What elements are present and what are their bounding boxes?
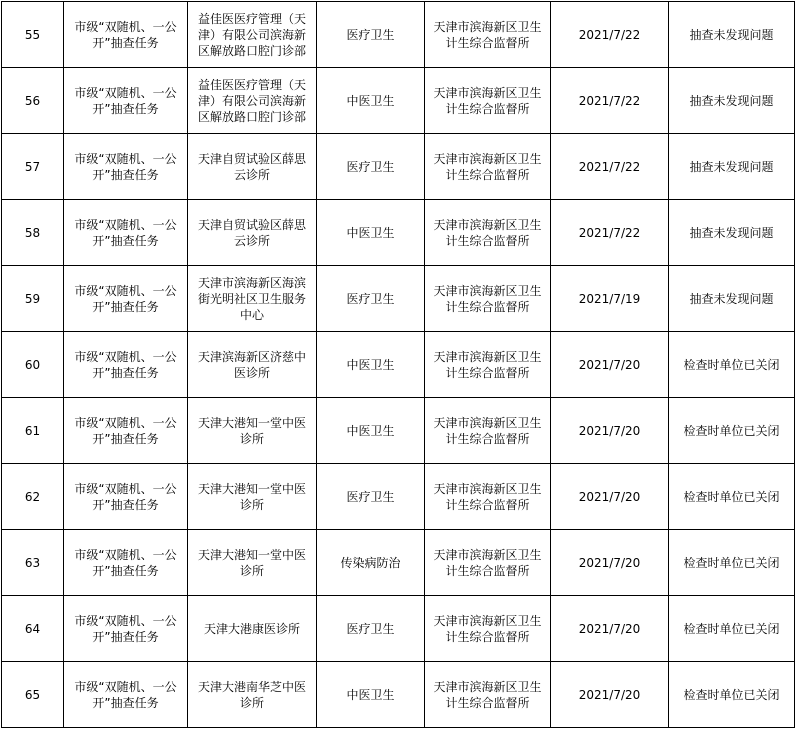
table-body [2, 2, 795, 728]
row-number: 57 [2, 134, 64, 200]
row-number: 64 [2, 596, 64, 662]
inspected-unit: 天津大港康医诊所 [188, 596, 317, 662]
inspection-result: 抽查未发现问题 [669, 134, 795, 200]
inspection-type: 医疗卫生 [317, 596, 425, 662]
inspection-result: 抽查未发现问题 [669, 200, 795, 266]
inspection-result: 检查时单位已关闭 [669, 530, 795, 596]
row-number: 59 [2, 266, 64, 332]
inspection-type: 中医卫生 [317, 68, 425, 134]
task-name: 市级“双随机、一公开”抽查任务 [64, 266, 188, 332]
inspection-date: 2021/7/20 [551, 530, 669, 596]
inspecting-agency: 天津市滨海新区卫生计生综合监督所 [425, 200, 551, 266]
table-row [2, 662, 795, 728]
inspection-results-table [1, 1, 795, 728]
inspected-unit: 天津大港知一堂中医诊所 [188, 530, 317, 596]
inspection-date: 2021/7/19 [551, 266, 669, 332]
inspecting-agency: 天津市滨海新区卫生计生综合监督所 [425, 68, 551, 134]
table-row [2, 332, 795, 398]
inspection-date: 2021/7/22 [551, 68, 669, 134]
inspected-unit: 天津滨海新区济慈中医诊所 [188, 332, 317, 398]
inspection-date: 2021/7/22 [551, 134, 669, 200]
task-name: 市级“双随机、一公开”抽查任务 [64, 464, 188, 530]
row-number: 61 [2, 398, 64, 464]
row-number: 65 [2, 662, 64, 728]
row-number: 55 [2, 2, 64, 68]
inspection-type: 医疗卫生 [317, 134, 425, 200]
table-row [2, 68, 795, 134]
inspection-type: 医疗卫生 [317, 266, 425, 332]
inspection-date: 2021/7/22 [551, 200, 669, 266]
task-name: 市级“双随机、一公开”抽查任务 [64, 398, 188, 464]
inspection-type: 医疗卫生 [317, 464, 425, 530]
inspected-unit: 天津自贸试验区薛思云诊所 [188, 200, 317, 266]
inspecting-agency: 天津市滨海新区卫生计生综合监督所 [425, 266, 551, 332]
table-row [2, 398, 795, 464]
task-name: 市级“双随机、一公开”抽查任务 [64, 200, 188, 266]
row-number: 60 [2, 332, 64, 398]
inspecting-agency: 天津市滨海新区卫生计生综合监督所 [425, 398, 551, 464]
inspection-date: 2021/7/20 [551, 596, 669, 662]
task-name: 市级“双随机、一公开”抽查任务 [64, 662, 188, 728]
task-name: 市级“双随机、一公开”抽查任务 [64, 530, 188, 596]
task-name: 市级“双随机、一公开”抽查任务 [64, 134, 188, 200]
inspection-type: 中医卫生 [317, 332, 425, 398]
inspected-unit: 天津自贸试验区薛思云诊所 [188, 134, 317, 200]
inspection-result: 抽查未发现问题 [669, 2, 795, 68]
inspecting-agency: 天津市滨海新区卫生计生综合监督所 [425, 332, 551, 398]
inspecting-agency: 天津市滨海新区卫生计生综合监督所 [425, 2, 551, 68]
task-name: 市级“双随机、一公开”抽查任务 [64, 2, 188, 68]
inspection-result: 抽查未发现问题 [669, 266, 795, 332]
task-name: 市级“双随机、一公开”抽查任务 [64, 596, 188, 662]
row-number: 58 [2, 200, 64, 266]
inspected-unit: 天津市滨海新区海滨街光明社区卫生服务中心 [188, 266, 317, 332]
table-row [2, 200, 795, 266]
table-row [2, 266, 795, 332]
inspection-type: 医疗卫生 [317, 2, 425, 68]
inspecting-agency: 天津市滨海新区卫生计生综合监督所 [425, 134, 551, 200]
inspection-type: 传染病防治 [317, 530, 425, 596]
inspection-date: 2021/7/20 [551, 662, 669, 728]
inspection-date: 2021/7/20 [551, 398, 669, 464]
task-name: 市级“双随机、一公开”抽查任务 [64, 68, 188, 134]
table-row [2, 2, 795, 68]
inspection-type: 中医卫生 [317, 398, 425, 464]
inspected-unit: 天津大港知一堂中医诊所 [188, 398, 317, 464]
inspecting-agency: 天津市滨海新区卫生计生综合监督所 [425, 530, 551, 596]
task-name: 市级“双随机、一公开”抽查任务 [64, 332, 188, 398]
row-number: 56 [2, 68, 64, 134]
inspecting-agency: 天津市滨海新区卫生计生综合监督所 [425, 596, 551, 662]
inspection-type: 中医卫生 [317, 200, 425, 266]
inspecting-agency: 天津市滨海新区卫生计生综合监督所 [425, 662, 551, 728]
inspection-date: 2021/7/22 [551, 2, 669, 68]
table-row [2, 134, 795, 200]
inspection-result: 检查时单位已关闭 [669, 398, 795, 464]
inspection-date: 2021/7/20 [551, 332, 669, 398]
inspection-result: 检查时单位已关闭 [669, 662, 795, 728]
inspection-result: 检查时单位已关闭 [669, 332, 795, 398]
inspection-result: 检查时单位已关闭 [669, 596, 795, 662]
inspected-unit: 益佳医医疗管理（天津）有限公司滨海新区解放路口腔门诊部 [188, 68, 317, 134]
inspection-result: 检查时单位已关闭 [669, 464, 795, 530]
inspected-unit: 益佳医医疗管理（天津）有限公司滨海新区解放路口腔门诊部 [188, 2, 317, 68]
inspection-result: 抽查未发现问题 [669, 68, 795, 134]
inspected-unit: 天津大港南华芝中医诊所 [188, 662, 317, 728]
row-number: 63 [2, 530, 64, 596]
inspection-date: 2021/7/20 [551, 464, 669, 530]
table-row [2, 596, 795, 662]
inspecting-agency: 天津市滨海新区卫生计生综合监督所 [425, 464, 551, 530]
row-number: 62 [2, 464, 64, 530]
inspection-type: 中医卫生 [317, 662, 425, 728]
inspected-unit: 天津大港知一堂中医诊所 [188, 464, 317, 530]
table-row [2, 530, 795, 596]
table-row [2, 464, 795, 530]
